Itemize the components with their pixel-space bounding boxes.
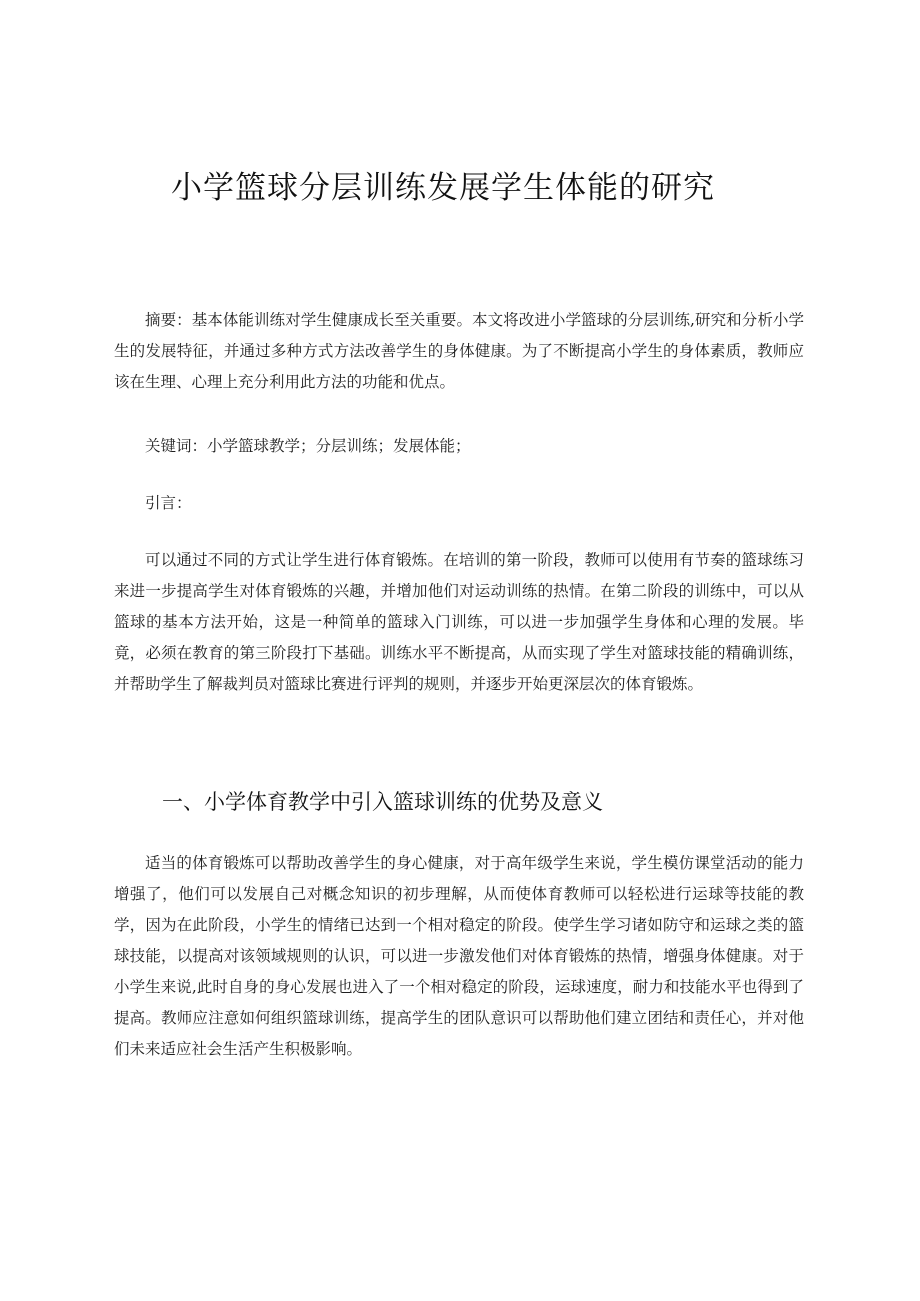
- intro-paragraph: 可以通过不同的方式让学生进行体育锻炼。在培训的第一阶段，教师可以使用有节奏的篮球练习来进一步提高学生对体育锻炼的兴趣，并增加他们对运动训练的热情。在第二阶段的训练中，可以从篮球的基本方法开始，这是一种简单的篮球入门训练，可以进一步加强学生身体和心理的发展。毕竟，必须在教育的第三阶段打下基础。训练水平不断提高，从而实现了学生对篮球技能的精确训练，并帮助学生了解裁判员对篮球比赛进行评判的规则，并逐步开始更深层次的体育锻炼。: [114, 551, 804, 693]
- section-paragraph: 适当的体育锻炼可以帮助改善学生的身心健康，对于高年级学生来说，学生模仿课堂活动的能力增强了，他们可以发展自己对概念知识的初步理解，从而使体育教师可以轻松进行运球等技能的教学，因为在此阶段，小学生的情绪已达到一个相对稳定的阶段。使学生学习诸如防守和运球之类的篮球技能，以提高对该领域规则的认识，可以进一步激发他们对体育锻炼的热情，增强身体健康。对于小学生来说,此时自身的身心发展也进入了一个相对稳定的阶段，运球速度，耐力和技能水平也得到了提高。教师应注意如何组织篮球训练，提高学生的团队意识可以帮助他们建立团结和责任心，并对他们未来适应社会生活产生积极影响。: [114, 854, 804, 1058]
- document-title: 小学篮球分层训练发展学生体能的研究: [171, 170, 715, 206]
- keywords-paragraph: [114, 431, 804, 462]
- intro-label: 引言：: [145, 494, 192, 512]
- section-heading: 一、小学体育教学中引入篮球训练的优势及意义: [162, 790, 603, 814]
- abstract-label: 摘要：: [145, 311, 192, 329]
- keywords-text: 小学篮球教学；分层训练；发展体能；: [207, 437, 471, 455]
- abstract-text: 基本体能训练对学生健康成长至关重要。本文将改进小学篮球的分层训练,研究和分析小学生的发展特征，并通过多种方式方法改善学生的身体健康。为了不断提高小学生的身体素质，教师应该在生理、心理上充分利用此方法的功能和优点。: [114, 311, 804, 391]
- keywords-label: 关键词：: [145, 437, 208, 455]
- abstract-paragraph: [114, 305, 804, 398]
